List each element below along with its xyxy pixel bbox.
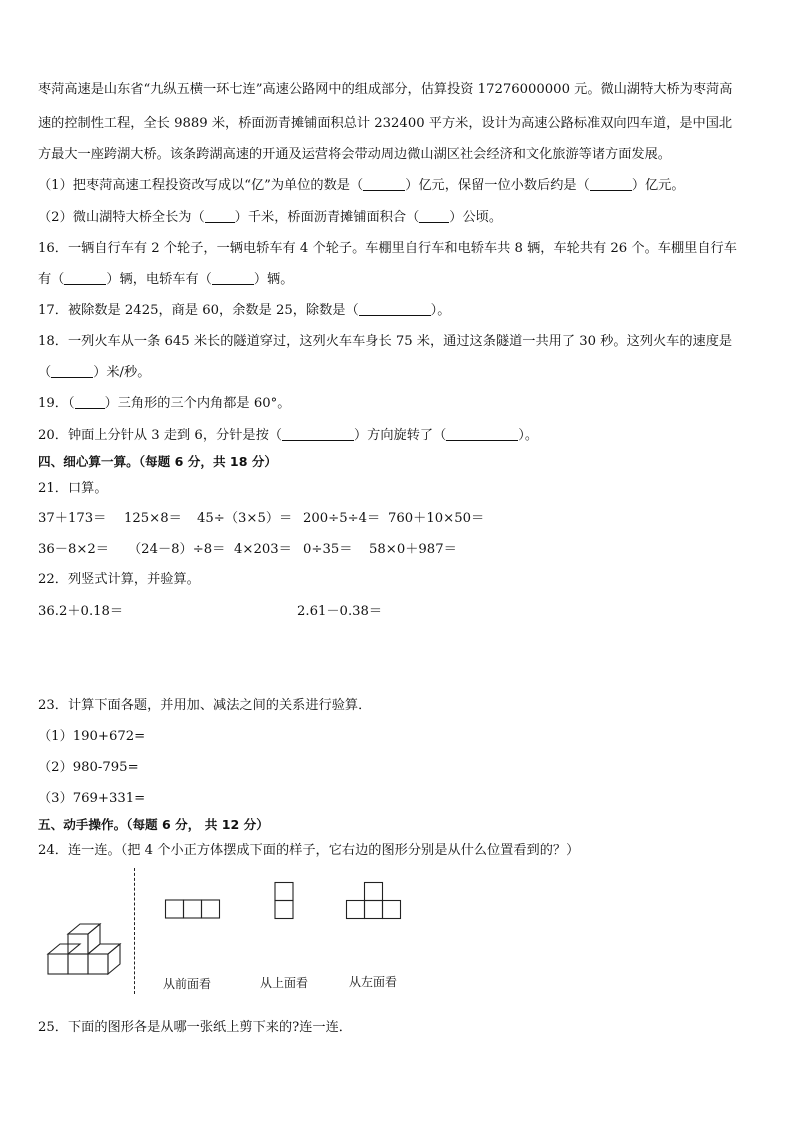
q18-line-1: 18．一列火车从一条 645 米长的隧道穿过，这列火车车身长 75 米，通过这条隧道一共用了 30 秒。这列火车的速度是	[38, 334, 733, 349]
q15-part-1: （1）把枣菏高速工程投资改写成以“亿”为单位的数是（ ）亿元，保留一位小数后约是（ ）亿元。	[38, 178, 685, 193]
answer-blank[interactable]	[419, 208, 449, 223]
q24-figure	[38, 868, 418, 998]
oral-calc-item: 36－8×2＝	[38, 542, 109, 557]
label-left-view[interactable]: 从左面看	[349, 975, 398, 989]
q23-title: 23．计算下面各题，并用加、减法之间的关系进行验算．	[38, 698, 372, 713]
answer-blank[interactable]	[590, 176, 632, 191]
q15-part-2: （2）微山湖特大桥全长为（ ）千米，桥面沥青摊铺面积合（ ）公顷。	[38, 210, 503, 225]
oral-calc-item: 760＋10×50＝	[388, 511, 485, 526]
intro-line-2: 速的控制性工程，全长 9889 米，桥面沥青摊铺面积总计 232400 平方米，设计为高速公路标准双向四车道，是中国北	[38, 116, 733, 131]
q20: 20．钟面上分针从 3 走到 6，分针是按（ ）方向旋转了（ ）。	[38, 428, 539, 443]
answer-blank[interactable]	[446, 426, 518, 441]
front-view-shape	[165, 899, 221, 919]
answer-blank[interactable]	[205, 208, 235, 223]
q21-title: 21．口算。	[38, 481, 108, 496]
left-view-shape	[345, 882, 403, 920]
cube-stack-drawing	[46, 902, 126, 982]
q22-title: 22．列竖式计算，并验算。	[38, 572, 200, 587]
oral-calc-item: 0÷35＝	[303, 542, 353, 557]
answer-blank[interactable]	[363, 176, 405, 191]
q22-left: 36.2＋0.18＝	[38, 604, 124, 619]
oral-calc-item: 37＋173＝	[38, 511, 107, 526]
answer-blank[interactable]	[359, 301, 431, 316]
dashed-divider	[134, 868, 135, 994]
q17: 17．被除数是 2425，商是 60，余数是 25，除数是（ ）。	[38, 303, 451, 318]
oral-calc-item: 4×203＝	[234, 542, 292, 557]
q25-title: 25．下面的图形各是从哪一张纸上剪下来的?连一连．	[38, 1020, 352, 1035]
top-view-shape	[274, 882, 294, 920]
answer-blank[interactable]	[64, 270, 106, 285]
answer-blank[interactable]	[212, 270, 254, 285]
q19: 19．（ ）三角形的三个内角都是 60°。	[38, 396, 291, 411]
section-4-title: 四、细心算一算。（每题 6 分，共 18 分）	[38, 454, 278, 469]
q16-line-1: 16．一辆自行车有 2 个轮子，一辆电轿车有 4 个轮子。车棚里自行车和电轿车共 8 辆，车轮共有 26 个。车棚里自行车	[38, 241, 737, 256]
oral-calc-item: 58×0＋987＝	[369, 542, 457, 557]
label-top-view[interactable]: 从上面看	[260, 976, 309, 990]
section-5-title: 五、动手操作。（每题 6 分， 共 12 分）	[38, 817, 269, 832]
oral-calc-item: 45÷（3×5）＝	[197, 511, 293, 526]
q23-item: （3）769+331=	[38, 791, 146, 806]
q23-item: （1）190+672=	[38, 729, 146, 744]
q22-right: 2.61－0.38＝	[297, 604, 383, 619]
oral-calc-item: 125×8＝	[124, 511, 182, 526]
q18-line-2: （ ）米/秒。	[38, 365, 151, 380]
intro-line-3: 方最大一座跨湖大桥。该条跨湖高速的开通及运营将会带动周边微山湖区社会经济和文化旅游等诸方面发展。	[38, 147, 671, 162]
answer-blank[interactable]	[282, 426, 354, 441]
answer-blank[interactable]	[51, 363, 93, 378]
oral-calc-item: （24－8）÷8＝	[128, 542, 226, 557]
intro-line-1: 枣菏高速是山东省“九纵五横一环七连”高速公路网中的组成部分，估算投资 17276000000 元。微山湖特大桥为枣菏高	[38, 82, 733, 97]
q23-item: （2）980-795=	[38, 760, 139, 775]
label-front-view[interactable]: 从前面看	[163, 977, 212, 991]
q24-title: 24．连一连。（把 4 个小正方体摆成下面的样子，它右边的图形分别是从什么位置看到的？）	[38, 843, 580, 858]
q21-row-1	[38, 509, 484, 529]
answer-blank[interactable]	[75, 394, 105, 409]
oral-calc-item: 200÷5÷4＝	[303, 511, 381, 526]
q21-row-2	[38, 540, 457, 560]
q16-line-2: 有（ ）辆，电轿车有（ ）辆。	[38, 272, 294, 287]
